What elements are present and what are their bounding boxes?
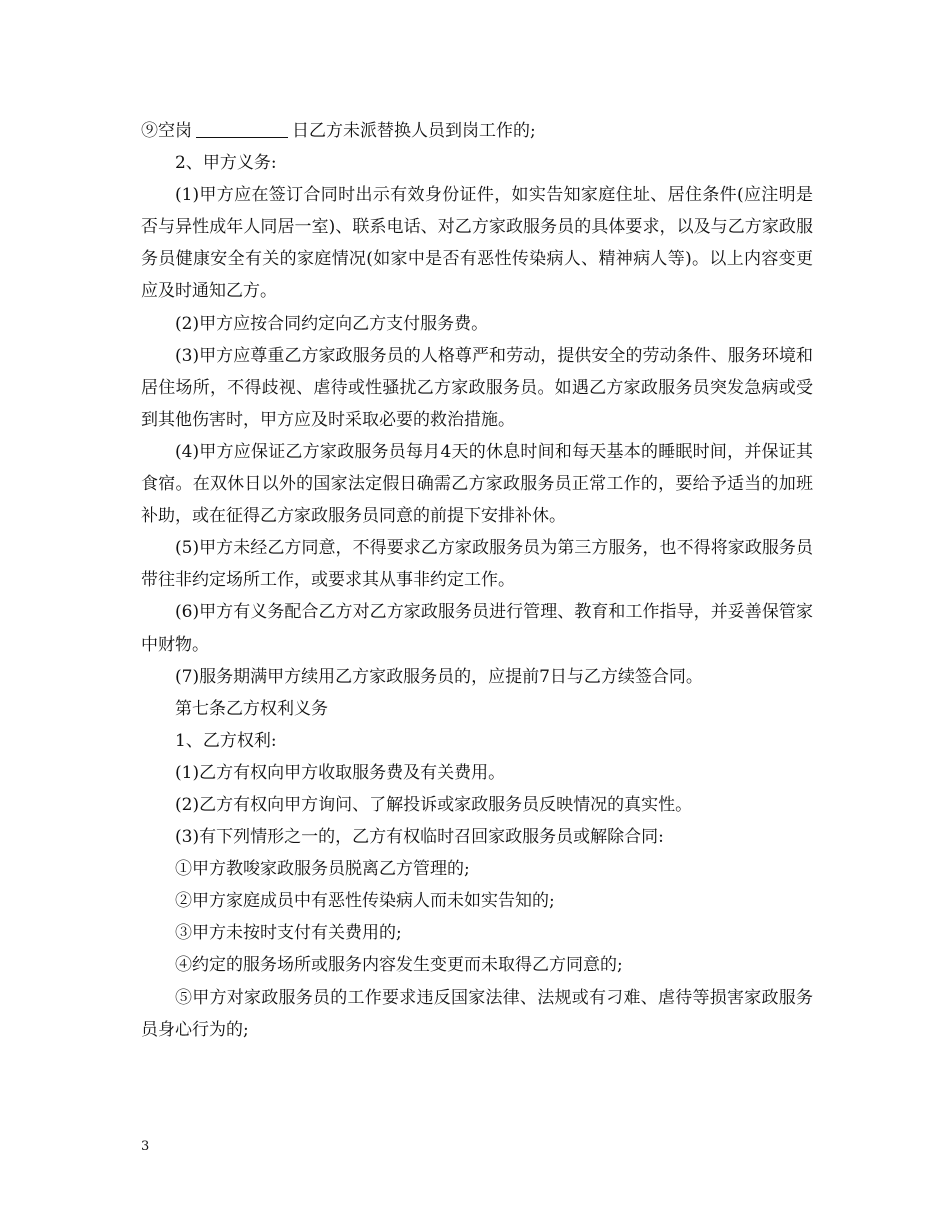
paragraph: ③甲方未按时支付有关费用的; [175,923,402,944]
paragraph: 2、甲方义务: [175,153,277,174]
page-number: 3 [141,1139,150,1154]
paragraph: (2)甲方应按合同约定向乙方支付服务费。 [175,313,489,334]
paragraph: (4)甲方应保证乙方家政服务员每月4天的休息时间和每天基本的睡眠时间，并保证其食宿。在双休日以外的国家法定假日确需乙方家政服务员正常工作的，要给予适当的加班补助，或在征得乙方家政服务员同意的前提下安排补休。 [141,441,813,527]
paragraph-item-9 [141,115,813,147]
fill-in-blank [196,119,288,138]
item-9-prefix: ⑨空岗 [141,121,192,141]
item-9-suffix: 日乙方未派替换人员到岗工作的; [292,121,536,141]
paragraph: 1、乙方权利: [175,730,277,751]
paragraph: ⑤甲方对家政服务员的工作要求违反国家法律、法规或有刁难、虐待等损害家政服务员身心行为的; [141,987,813,1040]
paragraph: (7)服务期满甲方续用乙方家政服务员的，应提前7日与乙方续签合同。 [175,666,703,687]
paragraph: (3)甲方应尊重乙方家政服务员的人格尊严和劳动，提供安全的劳动条件、服务环境和居住场所，不得歧视、虐待或性骚扰乙方家政服务员。如遇乙方家政服务员突发急病或受到其他伤害时，甲方应及时采取必要的救治措施。 [141,345,813,430]
paragraph: (1)乙方有权向甲方收取服务费及有关费用。 [175,762,506,783]
document-body [141,115,813,1046]
paragraph: (2)乙方有权向甲方询问、了解投诉或家政服务员反映情况的真实性。 [175,794,693,815]
section-heading: 第七条乙方权利义务 [175,698,328,719]
paragraph: ②甲方家庭成员中有恶性传染病人而未如实告知的; [175,891,555,912]
paragraph: ④约定的服务场所或服务内容发生变更而未取得乙方同意的; [175,955,623,976]
paragraph: (6)甲方有义务配合乙方对乙方家政服务员进行管理、教育和工作指导，并妥善保管家中财物。 [141,602,813,655]
paragraph: (1)甲方应在签订合同时出示有效身份证件，如实告知家庭住址、居住条件(应注明是否与异性成年人同居一室)、联系电话、对乙方家政服务员的具体要求，以及与乙方家政服务员健康安全有关的家庭情况(如家中是否有恶性传染病人、精神病人等)。以上内容变更应及时通知乙方。 [141,185,813,302]
paragraph: ①甲方教唆家政服务员脱离乙方管理的; [175,859,470,880]
paragraph: (3)有下列情形之一的，乙方有权临时召回家政服务员或解除合同: [175,827,664,848]
paragraph: (5)甲方未经乙方同意，不得要求乙方家政服务员为第三方服务，也不得将家政服务员带往非约定场所工作，或要求其从事非约定工作。 [141,538,813,591]
